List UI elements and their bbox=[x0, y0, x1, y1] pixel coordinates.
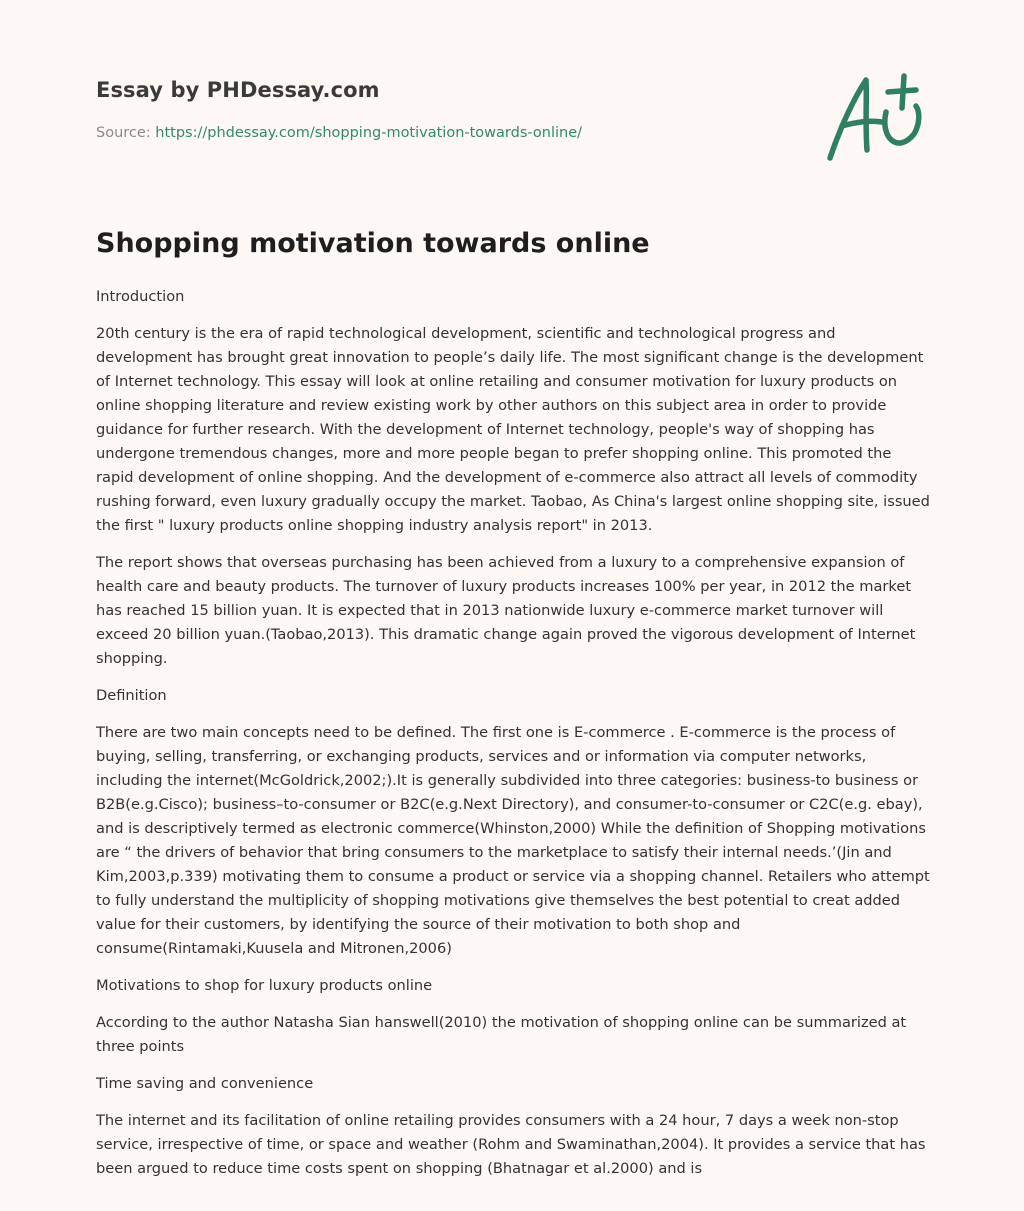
section-heading: Definition bbox=[96, 687, 167, 704]
section-heading: Time saving and convenience bbox=[96, 1075, 314, 1092]
source-link[interactable]: https://phdessay.com/shopping-motivation-towards-online/ bbox=[155, 125, 583, 141]
section-heading: Introduction bbox=[96, 288, 185, 305]
site-brand: Essay by PHDessay.com bbox=[96, 78, 380, 102]
paragraph: The internet and its facilitation of online retailing provides consumers with a 24 hour, 7 days a week non-stop service, irrespective of time, or space and weather (Rohm and Swaminathan,2004). It provides a service that has been argued to reduce time costs spent on shopping (Bhatnagar et al.2000) and is bbox=[96, 1112, 926, 1177]
paragraph: The report shows that overseas purchasing has been achieved from a luxury to a comprehensive expansion of health care and beauty products. The turnover of luxury products increases 100% per year, in 2012 the market has reached 15 billion yuan. It is expected that in 2013 nationwide luxury e-commerce market turnover will exceed 20 billion yuan.(Taobao,2013). This dramatic change again proved the vigorous development of Internet shopping. bbox=[96, 554, 916, 667]
essay-body bbox=[96, 285, 931, 1194]
source-label: Source: bbox=[96, 125, 156, 141]
paragraph: There are two main concepts need to be defined. The first one is E-commerce . E-commerce is the process of buying, selling, transferring, or exchanging products, services and or information via computer networks, including the internet(McGoldrick,2002;).It is generally subdivided into three categories: business-to business or B2B(e.g.Cisco); business–to-consumer or B2C(e.g.Next Directory), and consumer-to-consumer or C2C(e.g. ebay), and is descriptively termed as electronic commerce(Whinston,2000) While the definition of Shopping motivations are “ the drivers of behavior that bring consumers to the marketplace to satisfy their internal needs.’(Jin and Kim,2003,p.339) motivating them to consume a product or service via a shopping channel. Retailers who attempt to fully understand the multiplicity of shopping motivations give themselves the best potential to creat added value for their customers, by identifying the source of their motivation to both shop and consume(Rintamaki,Kuusela and Mitronen,2006) bbox=[96, 724, 930, 957]
a-plus-logo-icon bbox=[820, 68, 930, 168]
source-line bbox=[96, 125, 582, 141]
page-title: Shopping motivation towards online bbox=[96, 228, 650, 259]
section-heading: Motivations to shop for luxury products online bbox=[96, 977, 433, 994]
paragraph: 20th century is the era of rapid technological development, scientific and technological progress and development has brought great innovation to people’s daily life. The most significant change is the development of Internet technology. This essay will look at online retailing and consumer motivation for luxury products on online shopping literature and review existing work by other authors on this subject area in order to provide guidance for further research. With the development of Internet technology, people's way of shopping has undergone tremendous changes, more and more people began to prefer shopping online. This promoted the rapid development of online shopping. And the development of e-commerce also attract all levels of commodity rushing forward, even luxury gradually occupy the market. Taobao, As China's largest online shopping site, issued the first " luxury products online shopping industry analysis report" in 2013. bbox=[96, 325, 930, 534]
paragraph: According to the author Natasha Sian hanswell(2010) the motivation of shopping online can be summarized at three points bbox=[96, 1014, 907, 1055]
